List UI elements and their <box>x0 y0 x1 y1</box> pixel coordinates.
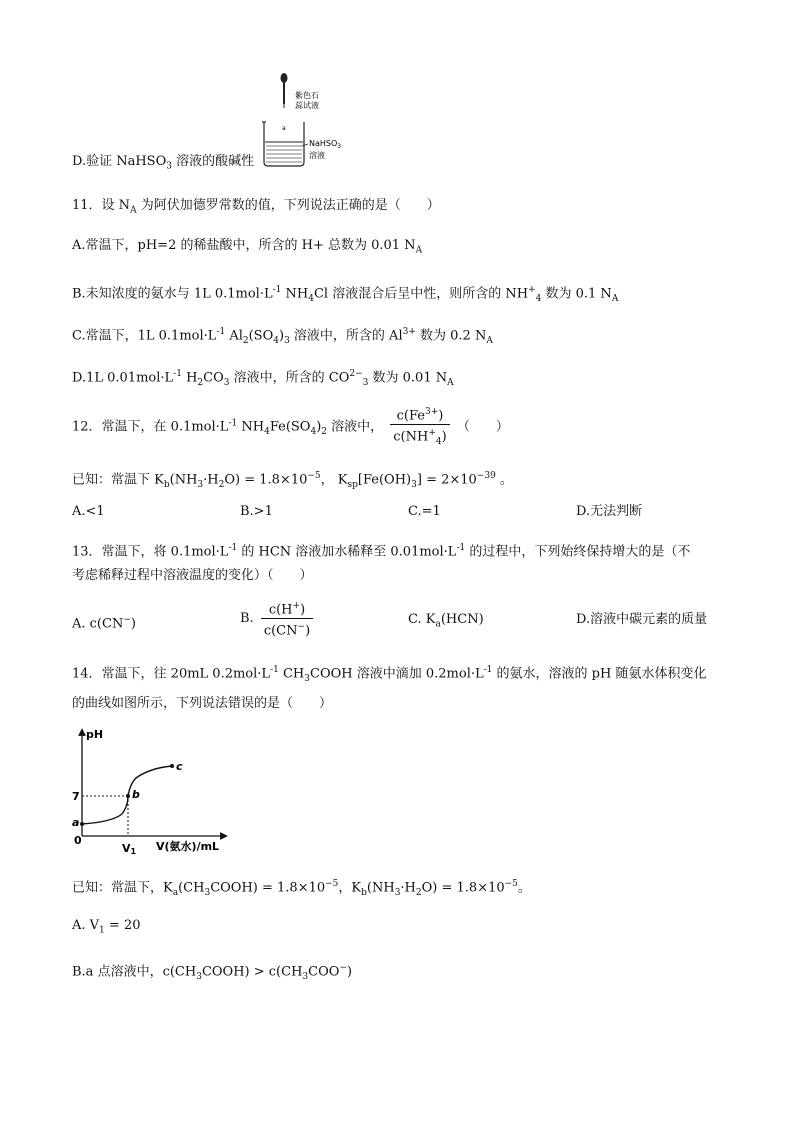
q12-stem: 12．常温下，在 $0.1mol\cdot L^{-1}$ $NH_4Fe(SO_4)_2$ 溶液中， $\frac{c(Fe^{3+})}{c(NH^+_4)}$ （ ） <box>72 404 509 451</box>
graph-y-label: pH <box>86 728 104 741</box>
figure-label-nahso3: NaHSO$_3$ <box>309 139 342 150</box>
figure-label-litmus: 蕊试液 <box>295 101 319 110</box>
q13-option-c: C. $K_a(HCN)$ <box>408 612 484 630</box>
q12-option-d: D.无法判断 <box>576 504 643 519</box>
svg-text:a: a <box>282 125 286 132</box>
q14-stem-line2: 的曲线如图所示，下列说法错误的是（ ） <box>72 696 333 711</box>
graph-v1-label: V1 <box>122 842 137 856</box>
beaker-dropper-figure <box>258 66 358 168</box>
figure-label-purple: 紫色石 <box>295 91 319 100</box>
q13-option-d: D.溶液中碳元素的质量 <box>576 612 708 627</box>
q12-known: 已知：常温下 $K_b(NH_3\cdot H_2O) = 1.8\times 10^{-5}$， $K_{sp}[Fe(OH)_3] = 2\times 10^{-39}$ 。 <box>72 471 513 490</box>
q11-option-c: C.常温下，1L $0.1mol\cdot L^{-1}$ $Al_2(SO_4)_3$ 溶液中，所含的 $Al^{3+}$ 数为 0.2 $N_A$ <box>72 327 493 346</box>
graph-point-c: c <box>176 760 183 773</box>
q14-stem-line1: 14．常温下，往 20mL $0.2mol\cdot L^{-1}$ $CH_3COOH$ 溶液中滴加 $0.2mol\cdot L^{-1}$ 的氨水，溶液的 pH 随氨水体积变化 <box>72 665 707 684</box>
graph-point-a: a <box>72 816 80 829</box>
graph-x-label: V(氨水)/mL <box>156 840 220 853</box>
q12-option-c: C.=1 <box>408 504 441 519</box>
q14-option-a: A. $V_1 = 20$ <box>72 918 141 936</box>
q13-option-b: B. $\frac{c(H^+)}{c(CN^-)}$ <box>240 596 316 642</box>
q11-option-a: A.常温下，pH=2 的稀盐酸中，所含的 H+ 总数为 0.01 $N_A$ <box>72 238 423 256</box>
q14-option-b: B.a 点溶液中，$c(CH_3COOH) > c(CH_3COO^-)$ <box>72 963 353 982</box>
q14-known: 已知：常温下，$K_a(CH_3COOH) = 1.8\times 10^{-5}$，$K_b(NH_3\cdot H_2O) = 1.8\times 10^{-5}$。 <box>72 879 531 898</box>
ph-titration-graph <box>72 722 232 856</box>
q11-option-b: B.未知浓度的氨水与 1L $0.1mol\cdot L^{-1}$ $NH_4Cl$ 溶液混合后呈中性，则所含的 $NH^+_4$ 数为 0.1 $N_A$ <box>72 285 619 304</box>
q12-fraction: $\frac{c(Fe^{3+})}{c(NH^+_4)}$ <box>390 404 449 450</box>
graph-point-b: b <box>132 788 140 801</box>
q12-option-b: B.>1 <box>240 504 273 519</box>
q13-fraction: $\frac{c(H^+)}{c(CN^-)}$ <box>261 598 313 640</box>
q13-stem-line1: 13．常温下，将 $0.1mol\cdot L^{-1}$ 的 HCN 溶液加水稀释至 $0.01mol\cdot L^{-1}$ 的过程中，下列始终保持增大的是（不 <box>72 543 691 560</box>
q11-option-d: D.1L $0.01mol\cdot L^{-1}$ $H_2CO_3$ 溶液中，所含的 $CO^{2-}_3$ 数为 0.01 $N_A$ <box>72 369 454 388</box>
q12-option-a: A.<1 <box>72 504 105 519</box>
q11-stem: 11．设 $N_A$ 为阿伏加德罗常数的值，下列说法正确的是（ ） <box>72 198 440 216</box>
q10-option-d: D.验证 NaHSO$_3$ 溶液的酸碱性 <box>72 154 255 172</box>
figure-label-solution: 溶液 <box>309 151 325 160</box>
graph-y7-label: 7 <box>72 790 80 803</box>
q13-option-a: A. c(CN−) <box>72 615 136 632</box>
graph-origin-label: 0 <box>74 834 82 847</box>
q13-stem-line2: 考虑稀释过程中溶液温度的变化）（ ） <box>72 568 313 583</box>
